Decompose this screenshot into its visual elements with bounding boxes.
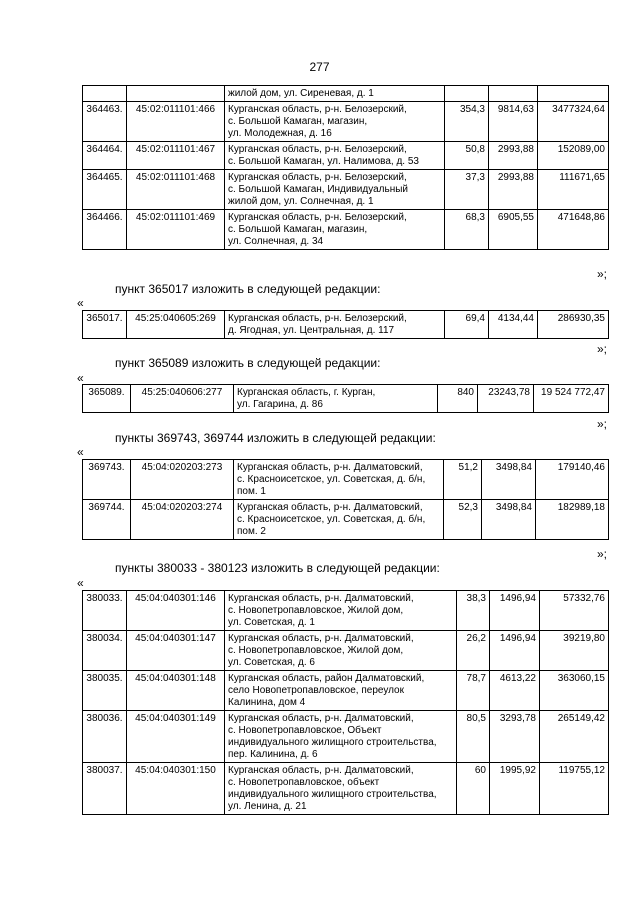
property-table-2 (82, 310, 609, 339)
total-value-cell: 179140,46 (536, 460, 609, 500)
cadastral-number-cell: 45:02:011101:468 (127, 170, 225, 210)
unit-price-cell: 4134,44 (489, 311, 538, 339)
unit-price-cell: 6905,55 (489, 210, 538, 250)
total-value-cell: 265149,42 (540, 711, 609, 763)
address-cell: Курганская область, р-н. Далматовский, с. Красноисетское, ул. Советская, д. б/н, пом. 1 (234, 460, 444, 500)
total-value-cell: 152089,00 (538, 142, 609, 170)
table-row (83, 500, 609, 540)
table-row (83, 591, 609, 631)
table-row (83, 631, 609, 671)
address-cell: Курганская область, г. Курган, ул. Гагарина, д. 86 (234, 385, 438, 413)
unit-price-cell: 2993,88 (489, 142, 538, 170)
address-cell: Курганская область, р-н. Белозерский, с. Большой Камаган, магазин, ул. Молодежная, д. 16 (225, 102, 445, 142)
unit-price-cell: 1496,94 (490, 591, 540, 631)
table-row (83, 711, 609, 763)
table-row (83, 460, 609, 500)
row-number-cell: 380037. (83, 763, 127, 815)
area-cell: 51,2 (444, 460, 482, 500)
page-number: 277 (309, 60, 330, 74)
property-table-1 (82, 85, 609, 250)
cadastral-number-cell: 45:04:040301:150 (127, 763, 225, 815)
property-table-5 (82, 590, 609, 815)
row-number-cell: 369744. (83, 500, 131, 540)
area-cell: 26,2 (457, 631, 490, 671)
table-row (83, 170, 609, 210)
row-number-cell: 364466. (83, 210, 127, 250)
table-row (83, 671, 609, 711)
address-cell: Курганская область, р-н. Белозерский, с. Большой Камаган, Индивидуальный жилой дом, ул. Солнечная, д. 1 (225, 170, 445, 210)
open-quote: « (77, 445, 84, 459)
area-cell: 60 (457, 763, 490, 815)
cadastral-number-cell: 45:04:040301:148 (127, 671, 225, 711)
open-quote: « (77, 371, 84, 385)
row-number-cell: 365017. (83, 311, 127, 339)
cadastral-number-cell: 45:25:040606:277 (131, 385, 234, 413)
total-value-cell: 39219,80 (540, 631, 609, 671)
paragraph-365089: пункт 365089 изложить в следующей редакции: (115, 356, 381, 370)
row-number-cell: 364463. (83, 102, 127, 142)
area-cell: 68,3 (445, 210, 489, 250)
end-quote: »; (596, 417, 607, 431)
area-cell (445, 86, 489, 102)
table-row (83, 210, 609, 250)
address-cell: Курганская область, район Далматовский, село Новопетропавловское, переулок Калинина, дом 4 (225, 671, 457, 711)
address-cell: Курганская область, р-н. Далматовский, с. Новопетропавловское, Жилой дом, ул. Советская, д. 1 (225, 591, 457, 631)
total-value-cell: 3477324,64 (538, 102, 609, 142)
area-cell: 840 (438, 385, 478, 413)
address-cell: Курганская область, р-н. Белозерский, д. Ягодная, ул. Центральная, д. 117 (225, 311, 445, 339)
area-cell: 69,4 (445, 311, 489, 339)
total-value-cell: 286930,35 (538, 311, 609, 339)
cadastral-number-cell: 45:04:040301:146 (127, 591, 225, 631)
row-number-cell: 364465. (83, 170, 127, 210)
row-number-cell: 365089. (83, 385, 131, 413)
total-value-cell: 119755,12 (540, 763, 609, 815)
area-cell: 80,5 (457, 711, 490, 763)
row-number-cell: 380035. (83, 671, 127, 711)
table-row (83, 763, 609, 815)
property-table-3 (82, 384, 609, 413)
total-value-cell: 182989,18 (536, 500, 609, 540)
cadastral-number-cell: 45:04:040301:149 (127, 711, 225, 763)
end-quote: »; (596, 267, 607, 281)
total-value-cell: 471648,86 (538, 210, 609, 250)
table-row (83, 102, 609, 142)
row-number-cell (83, 86, 127, 102)
total-value-cell: 111671,65 (538, 170, 609, 210)
table-row (83, 385, 609, 413)
total-value-cell (538, 86, 609, 102)
unit-price-cell: 3293,78 (490, 711, 540, 763)
cadastral-number-cell: 45:04:020203:273 (131, 460, 234, 500)
area-cell: 354,3 (445, 102, 489, 142)
property-table-4 (82, 459, 609, 540)
address-cell: Курганская область, р-н. Далматовский, с. Новопетропавловское, объект индивидуального жилищного строительства, ул. Ленина, д. 21 (225, 763, 457, 815)
unit-price-cell: 1496,94 (490, 631, 540, 671)
area-cell: 38,3 (457, 591, 490, 631)
total-value-cell: 57332,76 (540, 591, 609, 631)
table-row (83, 86, 609, 102)
address-cell: Курганская область, р-н. Далматовский, с. Новопетропавловское, Жилой дом, ул. Советская, д. 6 (225, 631, 457, 671)
unit-price-cell: 4613,22 (490, 671, 540, 711)
area-cell: 52,3 (444, 500, 482, 540)
row-number-cell: 380036. (83, 711, 127, 763)
paragraph-365017: пункт 365017 изложить в следующей редакции: (115, 282, 381, 296)
cadastral-number-cell: 45:02:011101:469 (127, 210, 225, 250)
row-number-cell: 364464. (83, 142, 127, 170)
row-number-cell: 380033. (83, 591, 127, 631)
paragraph-380033: пункты 380033 - 380123 изложить в следующей редакции: (115, 561, 440, 575)
cadastral-number-cell: 45:04:020203:274 (131, 500, 234, 540)
unit-price-cell: 2993,88 (489, 170, 538, 210)
area-cell: 50,8 (445, 142, 489, 170)
open-quote: « (77, 296, 84, 310)
unit-price-cell: 9814,63 (489, 102, 538, 142)
cadastral-number-cell: 45:02:011101:466 (127, 102, 225, 142)
unit-price-cell: 3498,84 (482, 500, 536, 540)
address-cell: Курганская область, р-н. Белозерский, с. Большой Камаган, магазин, ул. Солнечная, д. 34 (225, 210, 445, 250)
unit-price-cell (489, 86, 538, 102)
address-cell: Курганская область, р-н. Далматовский, с. Новопетропавловское, Объект индивидуального жилищного строительства, пер. Калинина, д. 6 (225, 711, 457, 763)
area-cell: 37,3 (445, 170, 489, 210)
total-value-cell: 363060,15 (540, 671, 609, 711)
row-number-cell: 380034. (83, 631, 127, 671)
table-row (83, 142, 609, 170)
cadastral-number-cell: 45:25:040605:269 (127, 311, 225, 339)
unit-price-cell: 1995,92 (490, 763, 540, 815)
cadastral-number-cell: 45:04:040301:147 (127, 631, 225, 671)
row-number-cell: 369743. (83, 460, 131, 500)
address-cell: жилой дом, ул. Сиреневая, д. 1 (225, 86, 445, 102)
unit-price-cell: 23243,78 (478, 385, 534, 413)
unit-price-cell: 3498,84 (482, 460, 536, 500)
end-quote: »; (596, 547, 607, 561)
table-row (83, 311, 609, 339)
cadastral-number-cell: 45:02:011101:467 (127, 142, 225, 170)
total-value-cell: 19 524 772,47 (534, 385, 609, 413)
open-quote: « (77, 576, 84, 590)
area-cell: 78,7 (457, 671, 490, 711)
paragraph-369743: пункты 369743, 369744 изложить в следующей редакции: (115, 431, 436, 445)
end-quote: »; (596, 342, 607, 356)
address-cell: Курганская область, р-н. Белозерский, с. Большой Камаган, ул. Налимова, д. 53 (225, 142, 445, 170)
cadastral-number-cell (127, 86, 225, 102)
address-cell: Курганская область, р-н. Далматовский, с. Красноисетское, ул. Советская, д. б/н, пом. 2 (234, 500, 444, 540)
